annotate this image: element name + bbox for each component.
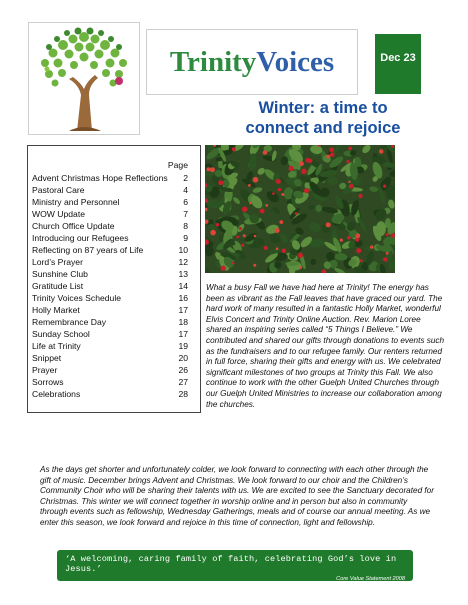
toc-item-title: Prayer <box>32 365 58 375</box>
toc-item-title: Sorrows <box>32 377 64 387</box>
toc-item-page: 26 <box>178 365 188 375</box>
toc-item <box>32 208 194 220</box>
toc-item <box>32 316 194 328</box>
holly-photo <box>205 145 395 273</box>
toc-item-title: Sunday School <box>32 329 90 339</box>
winter-paragraph: As the days get shorter and unfortunately colder, we look forward to connecting with each other through the gift of music. December brings Advent and Christmas. We look forward to our choir and the Children’s Community Choir who will be sharing their talents with us. We are excited to see the Sanctuary decorated for Christmas. This winter we will connect together in worship online and in person but also in community through events such as fellowship, Wednesday Gatherings, meals and of course our annual meeting. As we enter this season, we look forward and rejoice in this time of connection, light and fellowship. <box>40 465 434 527</box>
title-part1: Trinity <box>169 45 257 78</box>
toc-item-page: 16 <box>178 293 188 303</box>
toc-item-title: Trinity Voices Schedule <box>32 293 122 303</box>
core-value-attribution: Core Value Statement 2008 <box>336 576 405 582</box>
core-value-quote: ‘A welcoming, caring family of faith, celebrating God’s love in Jesus.’ <box>65 554 397 574</box>
toc-item <box>32 280 194 292</box>
toc-item-page: 19 <box>178 341 188 351</box>
toc-item-page: 10 <box>178 245 188 255</box>
toc-item-title: Pastoral Care <box>32 185 85 195</box>
toc-item <box>32 328 194 340</box>
toc-item-title: Ministry and Personnel <box>32 197 120 207</box>
date-badge: Dec 23 <box>375 34 421 94</box>
holly-photo-image <box>205 145 395 273</box>
toc-item <box>32 364 194 376</box>
toc-item-page: 20 <box>178 353 188 363</box>
toc-item <box>32 232 194 244</box>
toc-item-page: 7 <box>183 209 188 219</box>
toc-item <box>32 220 194 232</box>
toc-item-title: Reflecting on 87 years of Life <box>32 245 144 255</box>
headline-line1: Winter: a time to <box>258 99 388 117</box>
title-part2: Voices <box>256 45 335 78</box>
toc-item-page: 8 <box>183 221 188 231</box>
toc-item-title: Church Office Update <box>32 221 115 231</box>
toc-item <box>32 184 194 196</box>
toc-item <box>32 292 194 304</box>
toc-item-page: 28 <box>178 389 188 399</box>
toc-item <box>32 196 194 208</box>
table-of-contents <box>27 145 201 413</box>
toc-item-page: 12 <box>178 257 188 267</box>
toc-item <box>32 268 194 280</box>
toc-item <box>32 256 194 268</box>
toc-item-title: Snippet <box>32 353 62 363</box>
toc-item <box>32 172 194 184</box>
toc-item-page: 17 <box>178 305 188 315</box>
toc-item-title: Sunshine Club <box>32 269 88 279</box>
toc-item-page: 13 <box>178 269 188 279</box>
core-value-banner <box>57 550 413 581</box>
toc-item-title: Life at Trinity <box>32 341 81 351</box>
toc-item-title: Celebrations <box>32 389 81 399</box>
toc-item-title: Advent Christmas Hope Reflections <box>32 173 168 183</box>
toc-item <box>32 388 194 400</box>
toc-page-header: Page <box>167 160 188 170</box>
toc-item <box>32 304 194 316</box>
toc-item-title: Lord’s Prayer <box>32 257 83 267</box>
toc-item <box>32 352 194 364</box>
headline <box>198 98 448 138</box>
toc-item-title: WOW Update <box>32 209 86 219</box>
logo-box <box>28 22 140 135</box>
toc-item <box>32 340 194 352</box>
headline-line2: connect and rejoice <box>245 119 401 137</box>
toc-item-page: 6 <box>183 197 188 207</box>
toc-item-title: Holly Market <box>32 305 80 315</box>
intro-paragraph: What a busy Fall we have had here at Trinity! The energy has been as vibrant as the Fall leaves that have graced our yard. The hard work of many resulted in a fantastic Holly Market, wonderful Elvis Concert and Trinity Online Auction. Rev. Marion Loree shared an inspiring series called “5 Things I Believe.” We contributed and shared our gifts through donations to events such as the fundraisers and to our refugee family. Our renters returned in full force, sharing their gifts and energy with us. We celebrated significant milestones of two groups at Trinity this Fall. We also continue to work with the other Guelph United Churches through our Guelph United Ministries to increase our collaboration among the churches. <box>206 283 445 409</box>
newsletter-title <box>146 29 358 95</box>
toc-item-title: Gratitude List <box>32 281 84 291</box>
toc-item-page: 17 <box>178 329 188 339</box>
toc-item-page: 27 <box>178 377 188 387</box>
toc-item <box>32 376 194 388</box>
tree-icon <box>29 23 139 134</box>
toc-item-title: Remembrance Day <box>32 317 107 327</box>
toc-item-page: 14 <box>178 281 188 291</box>
toc-item-page: 4 <box>183 185 188 195</box>
toc-item-page: 9 <box>183 233 188 243</box>
toc-item-title: Introducing our Refugees <box>32 233 129 243</box>
toc-item-page: 2 <box>183 173 188 183</box>
toc-item <box>32 244 194 256</box>
toc-item-page: 18 <box>178 317 188 327</box>
